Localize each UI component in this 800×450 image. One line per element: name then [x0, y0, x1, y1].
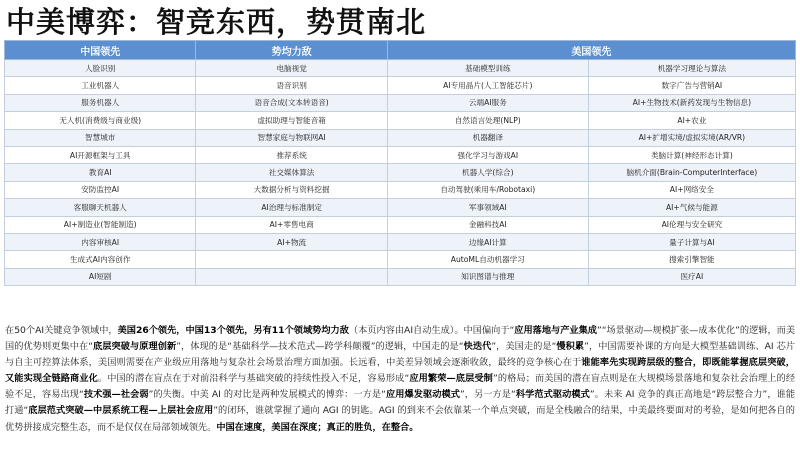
table-row: [5, 60, 796, 77]
summary-highlight: 慢积累: [556, 341, 585, 353]
summary-highlight: 应用繁荣—底层受制: [409, 373, 493, 385]
summary-highlight: 应用爆发驱动模式: [385, 389, 460, 401]
summary-text: 在50个AI关键竞争领域中，: [5, 325, 118, 336]
cell-china-leads: AI短剧: [5, 268, 196, 285]
summary-text: 。中国的潜在盲点在于对前沿科学与基础突破的持续性投入不足，容易形成“: [97, 373, 410, 385]
summary-highlight: 科学范式驱动模式: [515, 389, 590, 401]
header-us-leads: 美国领先: [387, 41, 795, 60]
summary-text: ”，体现的是“基础科学—技术范式—跨学科颠覆”的逻辑，中国走的是“: [176, 341, 464, 353]
summary-text: ”的格局；而美国的潜在盲点则是在大规模场景落地和复杂社会治理上的经验不足，容易出现“: [5, 373, 796, 401]
cell-china-leads: 无人机(消费级与商业级): [5, 112, 196, 129]
cell-us-leads-b: 脑机介面(Brain-ComputerInterface): [588, 164, 795, 181]
cell-us-leads-a: 知识图谱与推理: [387, 268, 588, 285]
summary-highlight: 谁能率先实现跨层级的整合，即既能掌握底层突破，又能实现全链路商业化: [5, 357, 795, 385]
table-row: [5, 216, 796, 233]
cell-china-leads: 服务机器人: [5, 94, 196, 111]
cell-us-leads-a: 自动驾驶(乘用车/Robotaxi): [387, 181, 588, 198]
cell-even-match: AI治理与标准制定: [196, 199, 387, 216]
cell-even-match: 语音识别: [196, 77, 387, 94]
summary-highlight: 快迭代: [463, 341, 492, 353]
cell-us-leads-b: 量子计算与AI: [588, 233, 795, 250]
table-row: [5, 77, 796, 94]
cell-us-leads-a: 云端AI服务: [387, 94, 588, 111]
header-china-leads: 中国领先: [5, 41, 196, 60]
cell-us-leads-a: 机器人学(综合): [387, 164, 588, 181]
table-row: [5, 112, 796, 129]
cell-even-match: 语音合成(文本转语音): [196, 94, 387, 111]
cell-us-leads-a: 机器翻译: [387, 129, 588, 146]
cell-china-leads: 内容审核AI: [5, 233, 196, 250]
table-row: [5, 94, 796, 111]
summary-highlight: 技术强—社会弱: [83, 389, 149, 401]
table-row: [5, 233, 796, 250]
table-row: [5, 268, 796, 285]
summary-text: ”，另一方是“: [459, 389, 516, 401]
table-body: [5, 60, 796, 286]
summary-paragraph: [5, 323, 795, 436]
cell-us-leads-a: 军事领域AI: [387, 199, 588, 216]
cell-even-match: AI+物流: [196, 233, 387, 250]
cell-even-match: [196, 268, 387, 285]
summary-highlight: 底层突破与原理创新: [92, 341, 177, 353]
cell-us-leads-b: 类脑计算(神经形态计算): [588, 146, 795, 163]
summary-text: ”，中国需要补课的方向是大模型基础训练、AI 芯片与自主可控算法体系，美国则需要在产业级应用落地与复杂社会场景治理方面加强。长远看，中美差异领域会逐渐收敛，最终的竞争核心在于: [5, 341, 796, 369]
table-header-row: [5, 41, 796, 60]
cell-us-leads-b: 数字广告与营销AI: [588, 77, 795, 94]
cell-even-match: 电脑视觉: [196, 60, 387, 77]
summary-text: （本页内容由AI自动生成）。中国偏向于“: [348, 325, 515, 336]
summary-highlight: 底层范式突破—中层系统工程—上层社会应用: [28, 405, 214, 417]
summary-text: ”的失衡。中美 AI 的对比是两种发展模式的博弈：一方是“: [148, 389, 386, 401]
cell-us-leads-a: AI专用晶片(人工智能芯片): [387, 77, 588, 94]
cell-even-match: 推荐系统: [196, 146, 387, 163]
summary-conclusion: 中国在速度，美国在深度；真正的胜负，在整合。: [216, 421, 419, 433]
cell-even-match: 大数据分析与资料挖掘: [196, 181, 387, 198]
cell-us-leads-a: 基础模型训练: [387, 60, 588, 77]
summary-text: ”的闭环，谁就掌握了通向 AGI 的钥匙。AGI 的到来不会依靠某一个单点突破，而是全栈融合的结果，中美最终要面对的考验，是如何把各自的优势拼接成完整生态，而不是仅仅在局部领域领先。: [5, 405, 795, 433]
cell-china-leads: 工业机器人: [5, 77, 196, 94]
summary-highlight: 应用落地与产业集成: [514, 325, 597, 336]
cell-us-leads-b: AI+生物技术(新药发现与生物信息): [588, 94, 795, 111]
table-row: [5, 199, 796, 216]
summary-text: ”“场景驱动—规模扩张—成本优化”的逻辑，而美国的优势则更集中在“: [5, 325, 796, 353]
table-row: [5, 146, 796, 163]
cell-china-leads: AI开源框架与工具: [5, 146, 196, 163]
table-row: [5, 181, 796, 198]
cell-china-leads: 教育AI: [5, 164, 196, 181]
cell-even-match: 智慧家庭与物联网AI: [196, 129, 387, 146]
cell-china-leads: 安防监控AI: [5, 181, 196, 198]
summary-text: ”，美国走的是“: [491, 341, 557, 353]
summary-highlight: 美国26个领先，中国13个领先，另有11个领域势均力敌: [117, 325, 349, 336]
cell-us-leads-b: AI+扩增实境/虚拟实境(AR/VR): [588, 129, 795, 146]
cell-us-leads-b: AI伦理与安全研究: [588, 216, 795, 233]
cell-even-match: 社交媒体算法: [196, 164, 387, 181]
cell-us-leads-a: 自然语言处理(NLP): [387, 112, 588, 129]
cell-us-leads-a: 金融科技AI: [387, 216, 588, 233]
cell-even-match: AI+零售电商: [196, 216, 387, 233]
cell-china-leads: 人脸识别: [5, 60, 196, 77]
cell-even-match: [196, 251, 387, 268]
table-row: [5, 129, 796, 146]
comparison-table: [4, 40, 796, 286]
table-row: [5, 251, 796, 268]
cell-us-leads-b: 机器学习理论与算法: [588, 60, 795, 77]
cell-china-leads: 客服聊天机器人: [5, 199, 196, 216]
cell-us-leads-b: 搜索引擎智能: [588, 251, 795, 268]
cell-china-leads: 生成式AI内容创作: [5, 251, 196, 268]
cell-us-leads-a: AutoML自动机器学习: [387, 251, 588, 268]
cell-even-match: 虚拟助理与智能音箱: [196, 112, 387, 129]
cell-china-leads: 智慧城市: [5, 129, 196, 146]
cell-us-leads-b: AI+网络安全: [588, 181, 795, 198]
cell-us-leads-a: 强化学习与游戏AI: [387, 146, 588, 163]
summary-text: ”。未来 AI 竞争的真正高地是“跨层整合力”，谁能打通“: [5, 389, 796, 417]
cell-us-leads-b: AI+农业: [588, 112, 795, 129]
cell-us-leads-b: 医疗AI: [588, 268, 795, 285]
header-even-match: 势均力敌: [196, 41, 387, 60]
cell-us-leads-b: AI+气候与能源: [588, 199, 795, 216]
cell-us-leads-a: 边缘AI计算: [387, 233, 588, 250]
table-row: [5, 164, 796, 181]
page-title: 中美博弈：智竞东西，势贯南北: [6, 5, 427, 39]
cell-china-leads: AI+制造业(智能制造): [5, 216, 196, 233]
